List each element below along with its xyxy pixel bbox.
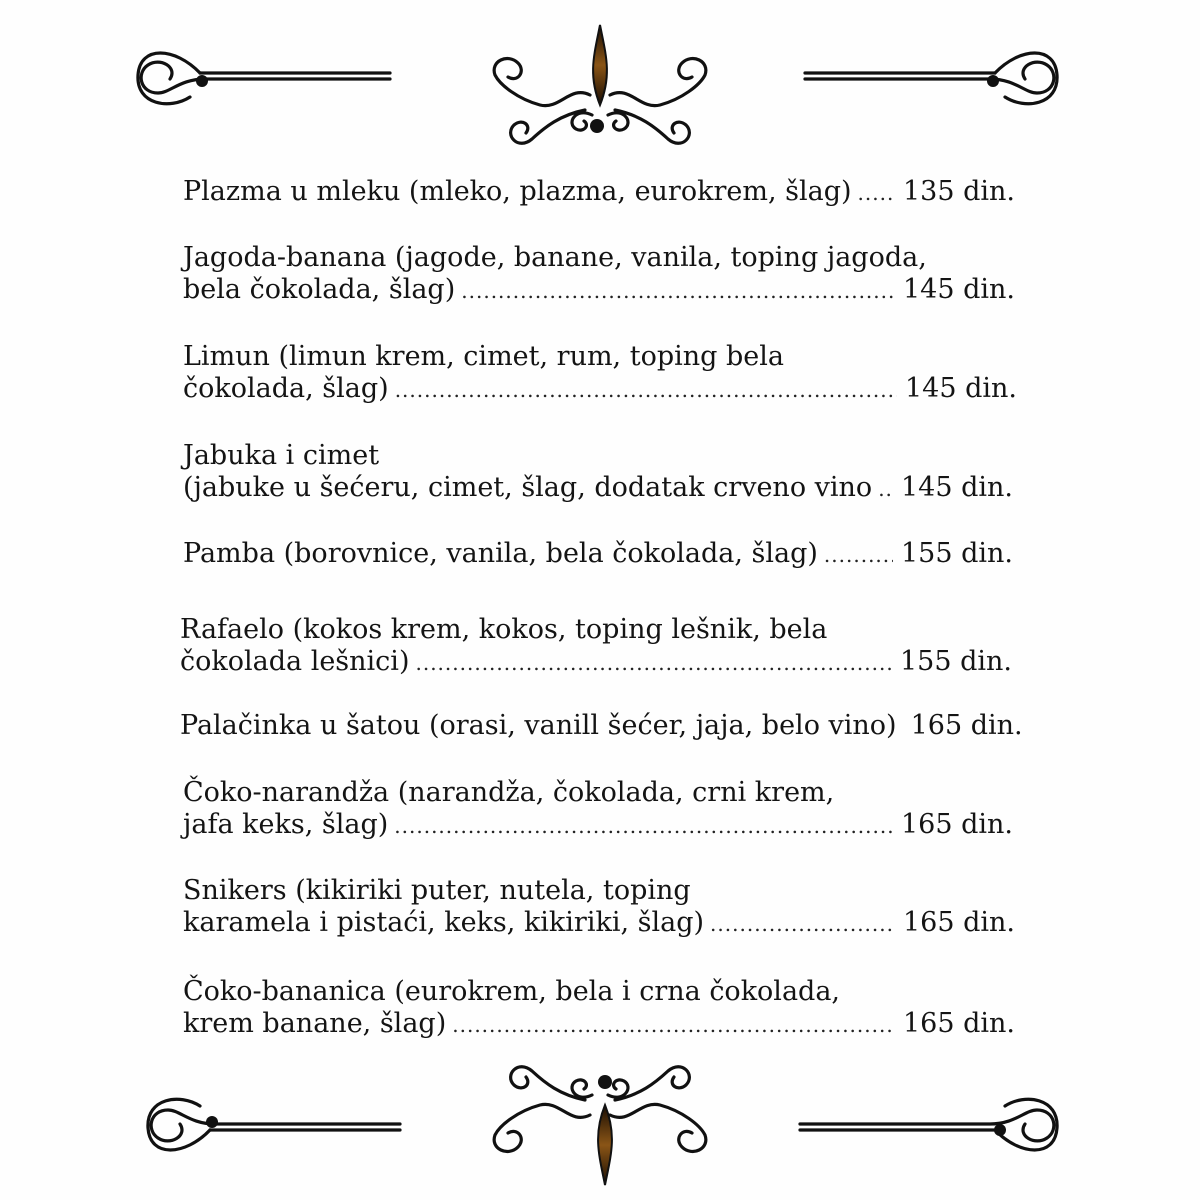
menu-item-price: 135 din. xyxy=(902,176,1015,207)
dot-leader xyxy=(461,275,895,307)
menu-item-name: Snikers (kikiriki puter, nutela, toping xyxy=(183,875,691,906)
menu-item xyxy=(183,341,1017,405)
menu-item-price: 145 din. xyxy=(902,274,1015,305)
menu-item-price: 165 din. xyxy=(902,907,1015,938)
menu-item-desc: jafa keks, šlag) xyxy=(183,809,389,840)
menu-item-price: 145 din. xyxy=(900,472,1013,503)
menu-item-name: Jabuka i cimet xyxy=(183,440,380,471)
dot-leader xyxy=(415,647,892,679)
dot-leader xyxy=(878,473,893,505)
menu-item xyxy=(183,176,1015,208)
menu-item-name: Limun (limun krem, cimet, rum, toping bela xyxy=(183,341,785,372)
dot-leader xyxy=(452,1009,895,1041)
menu-item-desc: (jabuke u šećeru, cimet, šlag, dodatak crveno vino xyxy=(183,472,873,503)
menu-item-desc: karamela i pistaći, keks, kikiriki, šlag) xyxy=(183,907,705,938)
dot-leader xyxy=(394,810,893,842)
menu-item-price: 165 din. xyxy=(900,809,1013,840)
menu-item-name: Čoko-bananica (eurokrem, bela i crna čokolada, xyxy=(183,976,841,1007)
dot-leader xyxy=(710,908,895,940)
menu-item xyxy=(183,242,1015,306)
menu-item-price: 165 din. xyxy=(910,710,1023,741)
menu-item xyxy=(183,777,1013,841)
dot-leader xyxy=(824,539,893,571)
menu-item-price: 165 din. xyxy=(902,1008,1015,1039)
menu-item-price: 155 din. xyxy=(899,646,1012,677)
menu-item-name: Čoko-narandža (narandža, čokolada, crni krem, xyxy=(183,777,835,808)
menu-item xyxy=(183,538,1013,570)
menu-item-desc: Palačinka u šatou (orasi, vanill šećer, jaja, belo vino) xyxy=(180,710,897,741)
menu-item-price: 155 din. xyxy=(900,538,1013,569)
menu-item-desc: čokolada lešnici) xyxy=(180,646,410,677)
menu-item-name: Rafaelo (kokos krem, kokos, toping lešnik, bela xyxy=(180,614,828,645)
menu-item-desc: Pamba (borovnice, vanila, bela čokolada, šlag) xyxy=(183,538,818,569)
menu-item xyxy=(183,976,1015,1040)
menu-item xyxy=(183,440,1013,504)
menu-item-desc: čokolada, šlag) xyxy=(183,373,389,404)
menu-item-price: 145 din. xyxy=(904,373,1017,404)
menu-item-name: Jagoda-banana (jagode, banane, vanila, toping jagoda, xyxy=(183,242,927,273)
menu-item-desc: Plazma u mleku (mleko, plazma, eurokrem, šlag) xyxy=(183,176,852,207)
bottom-ornament-flourish xyxy=(0,1045,1200,1195)
dot-leader xyxy=(395,374,897,406)
menu-item xyxy=(180,614,1012,678)
menu-item xyxy=(183,875,1015,939)
menu-item-desc: krem banane, šlag) xyxy=(183,1008,447,1039)
menu-item-desc: bela čokolada, šlag) xyxy=(183,274,456,305)
dot-leader xyxy=(858,177,895,209)
menu-item xyxy=(180,710,1023,742)
